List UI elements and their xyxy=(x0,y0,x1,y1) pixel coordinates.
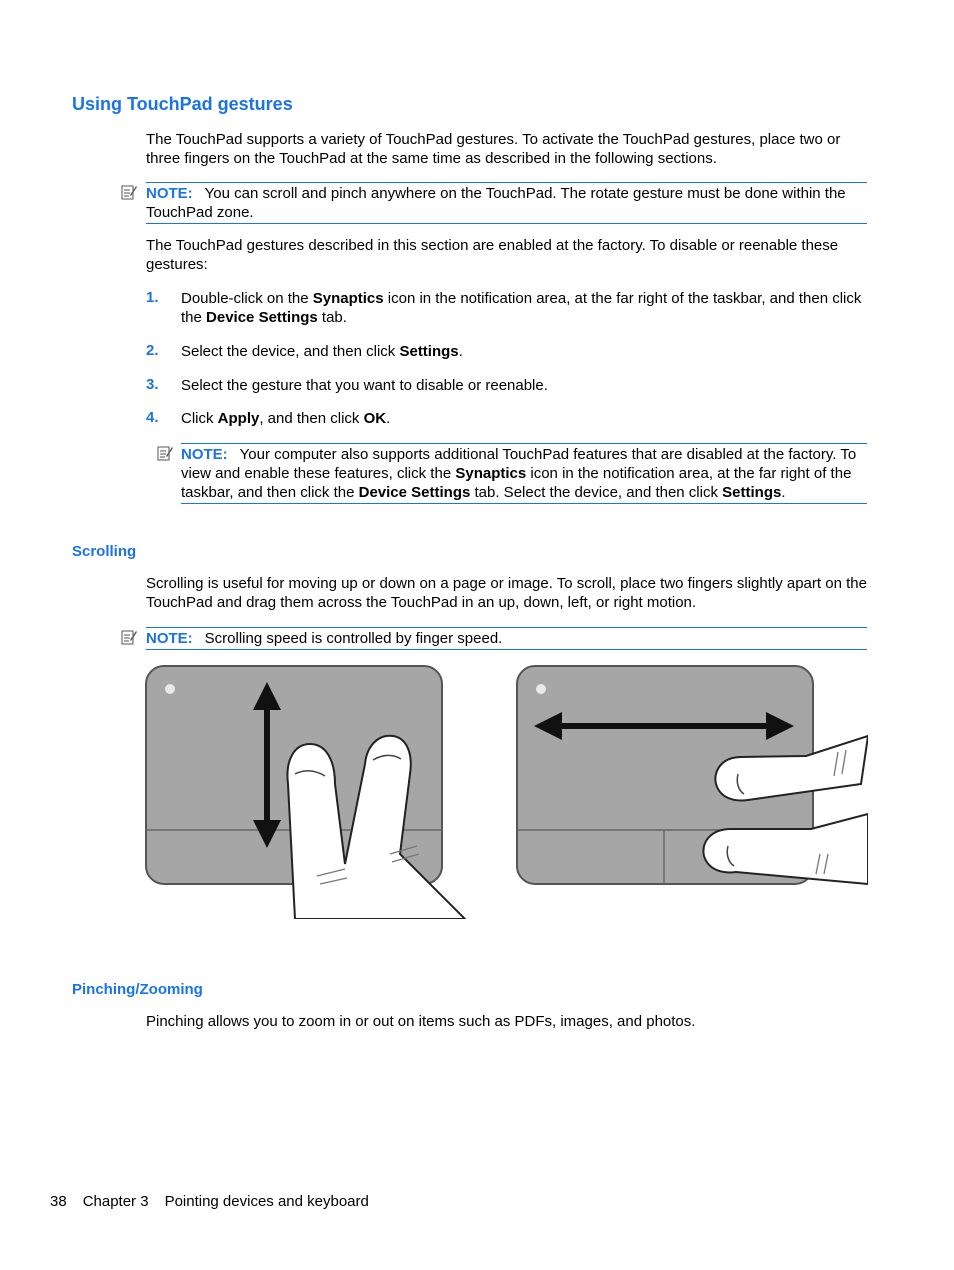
step-number: 4. xyxy=(146,409,159,426)
step-number: 2. xyxy=(146,342,159,359)
note-icon xyxy=(156,444,174,462)
note-label: NOTE: xyxy=(146,185,193,202)
scrolling-paragraph: Scrolling is useful for moving up or down on a page or image. To scroll, place two fingers slightly apart on the TouchPad and drag them across the TouchPad in an up, down, left, or right motion. xyxy=(146,575,867,611)
note-box xyxy=(146,182,867,224)
note-icon xyxy=(120,183,138,201)
note-text: Scrolling speed is controlled by finger speed. xyxy=(204,630,503,647)
chapter-label: Chapter 3 xyxy=(82,1193,149,1210)
step-text: Click Apply, and then click OK. xyxy=(181,410,391,427)
page-number: 38 xyxy=(50,1193,67,1210)
note-box xyxy=(146,627,867,650)
step-number: 1. xyxy=(146,289,159,306)
note-label: NOTE: xyxy=(181,446,228,463)
step-text: Select the gesture that you want to disable or reenable. xyxy=(181,377,548,394)
chapter-title: Pointing devices and keyboard xyxy=(164,1193,369,1210)
subsection-heading: Scrolling xyxy=(72,543,137,560)
horizontal-scroll-illustration xyxy=(516,664,868,919)
note-icon xyxy=(120,628,138,646)
intro-paragraph: The TouchPad supports a variety of TouchPad gestures. To activate the TouchPad gestures, place two or three fingers on the TouchPad at the same time as described in the following sections. xyxy=(146,131,841,167)
pinching-paragraph: Pinching allows you to zoom in or out on items such as PDFs, images, and photos. xyxy=(146,1013,696,1030)
step-text: Select the device, and then click Settings. xyxy=(181,343,463,360)
note-label: NOTE: xyxy=(146,630,193,647)
step-number: 3. xyxy=(146,376,159,393)
step-text: Double-click on the Synaptics icon in the notification area, at the far right of the taskbar, and then click the Device Settings tab. xyxy=(181,290,862,326)
note-box: NOTE: Your computer also supports additional TouchPad features that are disabled at the factory. To view and enable these features, click the Synaptics icon in the notification area, at the far right of the taskbar, and then click the Device Settings tab. Select the device, and then click Settings. xyxy=(181,443,867,504)
section-heading: Using TouchPad gestures xyxy=(72,94,293,114)
page-footer xyxy=(50,1193,385,1210)
subsection-heading: Pinching/Zooming xyxy=(72,981,203,998)
body-paragraph: The TouchPad gestures described in this section are enabled at the factory. To disable or reenable these gestures: xyxy=(146,237,839,273)
vertical-scroll-illustration xyxy=(145,664,471,919)
note-text: You can scroll and pinch anywhere on the TouchPad. The rotate gesture must be done within the TouchPad zone. xyxy=(146,185,846,221)
